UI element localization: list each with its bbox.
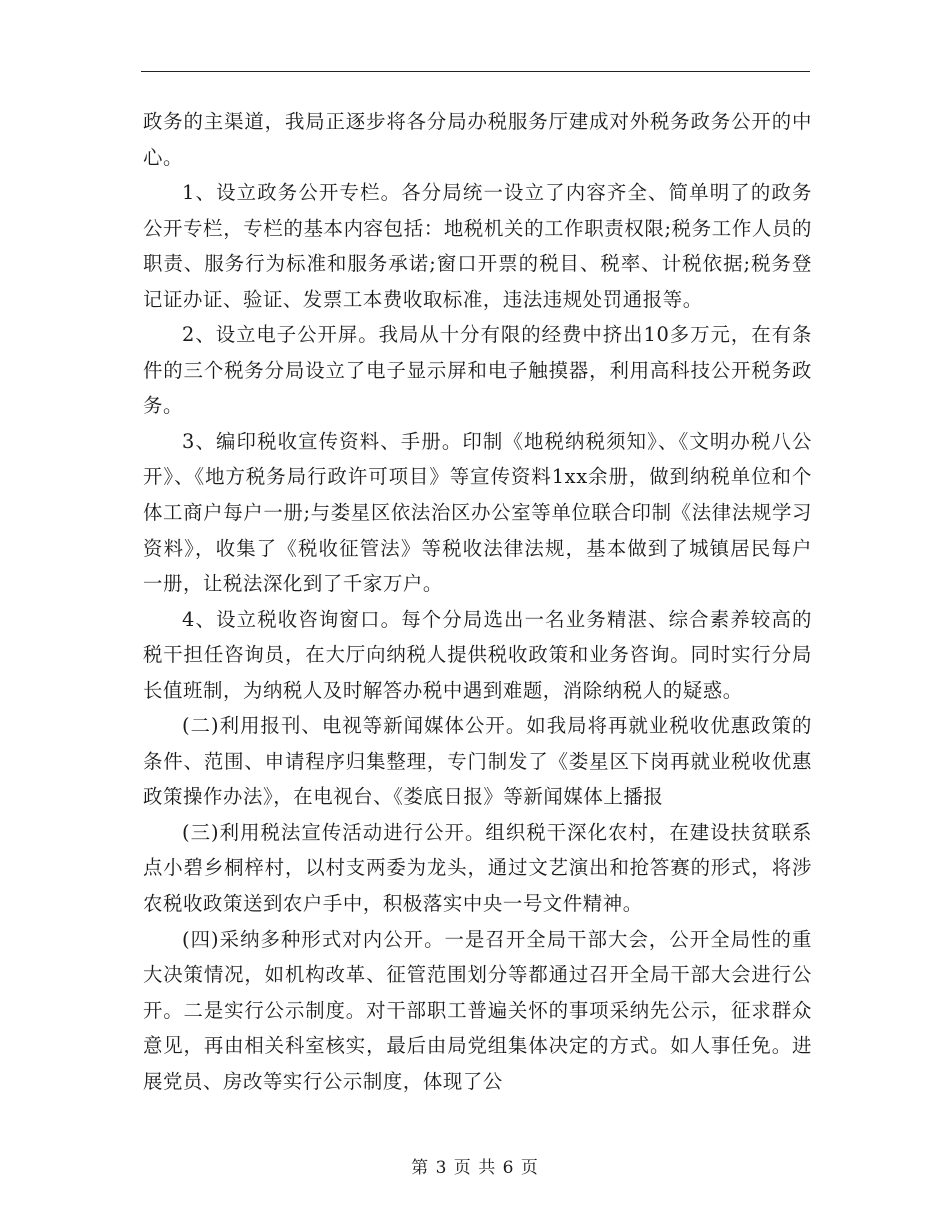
paragraph: (四)采纳多种形式对内公开。一是召开全局干部大会，公开全局性的重大决策情况，如机构改革、征管范围划分等都通过召开全局干部大会进行公开。二是实行公示制度。对干部职工普遍关怀的事项采纳先公示，征求群众意见，再由相关科室核实，最后由局党组集体决定的方式。如人事任免。进展党员、房改等实行公示制度，体现了公 (143, 927, 812, 1093)
paragraph: 2、设立电子公开屏。我局从十分有限的经费中挤出10多万元，在有条件的三个税务分局设立了电子显示屏和电子触摸器，利用高科技公开税务政务。 (143, 323, 812, 418)
paragraph: 3、编印税收宣传资料、手册。印制《地税纳税须知》、《文明办税八公开》、《地方税务局行政许可项目》等宣传资料1xx余册，做到纳税单位和个体工商户每户一册;与娄星区依法治区办公室等单位联合印制《法律法规学习资料》，收集了《税收征管法》等税收法律法规，基本做到了城镇居民每户一册，让税法深化到了千家万户。 (143, 429, 812, 596)
header-rule (141, 71, 810, 72)
paragraph: 4、设立税收咨询窗口。每个分局选出一名业务精湛、综合素养较高的税干担任咨询员，在大厅向纳税人提供税收政策和业务咨询。同时实行分局长值班制，为纳税人及时解答办税中遇到难题，消除纳税人的疑惑。 (143, 607, 812, 702)
paragraph: (三)利用税法宣传活动进行公开。组织税干深化农村，在建设扶贫联系点小碧乡桐梓村，以村支两委为龙头，通过文艺演出和抢答赛的形式，将涉农税收政策送到农户手中，积极落实中央一号文件精神。 (143, 820, 812, 916)
paragraph: (二)利用报刊、电视等新闻媒体公开。如我局将再就业税收优惠政策的条件、范围、申请程序归集整理，专门制发了《娄星区下岗再就业税收优惠政策操作办法》，在电视台、《娄底日报》等新闻媒体上播报 (143, 714, 812, 809)
document-body (143, 104, 812, 1099)
page-number-footer: 第 3 页 共 6 页 (411, 1158, 539, 1178)
paragraph: 1、设立政务公开专栏。各分局统一设立了内容齐全、简单明了的政务公开专栏，专栏的基本内容包括：地税机关的工作职责权限;税务工作人员的职责、服务行为标准和服务承诺;窗口开票的税目、税率、计税依据;税务登记证办证、验证、发票工本费收取标准，违法违规处罚通报等。 (143, 181, 812, 311)
paragraph: 政务的主渠道，我局正逐步将各分局办税服务厅建成对外税务政务公开的中心。 (143, 110, 812, 169)
